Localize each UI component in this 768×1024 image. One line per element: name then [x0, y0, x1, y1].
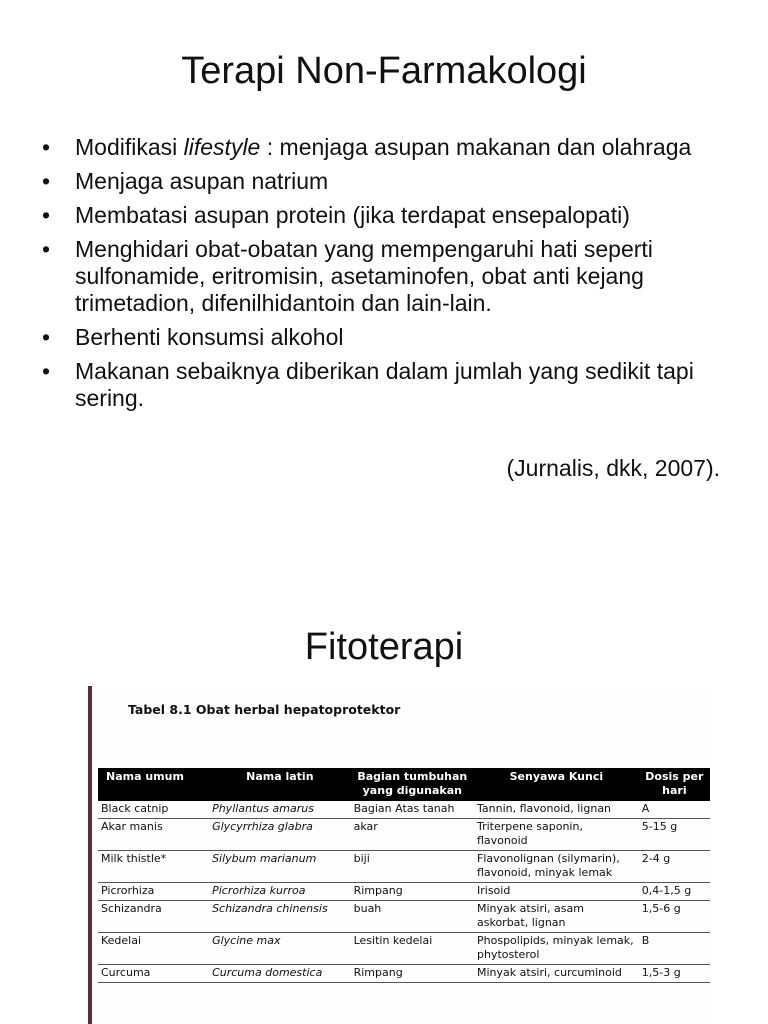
table-row: [98, 933, 710, 965]
table-cell: A: [639, 801, 710, 819]
table-cell: buah: [351, 901, 474, 933]
table-row: [98, 851, 710, 883]
column-header: Nama latin: [209, 768, 351, 801]
bullet-item: • Makanan sebaiknya diberikan dalam jumlah yang sedikit tapi sering.: [42, 358, 694, 411]
bullet-icon: •: [42, 202, 51, 228]
bullet-icon: •: [42, 324, 51, 350]
slide-fitoterapi: [0, 600, 768, 1024]
table-cell: Tannin, flavonoid, lignan: [474, 801, 639, 819]
slide-non-farmakologi: [0, 0, 768, 500]
table-row: [98, 965, 710, 983]
table-cell: Kedelai: [98, 933, 209, 965]
table-cell: Curcuma domestica: [209, 965, 351, 983]
table-cell: Rimpang: [351, 883, 474, 901]
herbal-table-figure: [88, 686, 714, 1024]
table-cell: Black catnip: [98, 801, 209, 819]
table-cell: Phospolipids, minyak lemak, phytosterol: [474, 933, 639, 965]
table-cell: Flavonolignan (silymarin), flavonoid, minyak lemak: [474, 851, 639, 883]
column-header: Nama umum: [98, 768, 209, 801]
table-cell: Minyak atsiri, curcuminoid: [474, 965, 639, 983]
bullet-icon: •: [42, 358, 51, 384]
table-row: [98, 883, 710, 901]
table-cell: 1,5-3 g: [639, 965, 710, 983]
table-cell: B: [639, 933, 710, 965]
citation: (Jurnalis, dkk, 2007).: [506, 455, 720, 481]
table-cell: 1,5-6 g: [639, 901, 710, 933]
table-cell: Silybum marianum: [209, 851, 351, 883]
column-header: Bagian tumbuhan yang digunakan: [351, 768, 474, 801]
table-cell: 2-4 g: [639, 851, 710, 883]
column-header: Senyawa Kunci: [474, 768, 639, 801]
bullet-icon: •: [42, 168, 51, 194]
slide-title: Fitoterapi: [304, 626, 464, 668]
table-cell: Rimpang: [351, 965, 474, 983]
table-cell: akar: [351, 819, 474, 851]
table-cell: Picrorhiza kurroa: [209, 883, 351, 901]
table-cell: Milk thistle*: [98, 851, 209, 883]
bullet-item: • Menjaga asupan natrium: [42, 168, 329, 194]
bullet-item: • Berhenti konsumsi alkohol: [42, 324, 344, 350]
bullet-icon: •: [42, 134, 51, 160]
table-cell: Glycyrrhiza glabra: [209, 819, 351, 851]
table-cell: Picrorhiza: [98, 883, 209, 901]
table-header-row: [98, 768, 710, 801]
table-cell: Minyak atsiri, asam askorbat, lignan: [474, 901, 639, 933]
table-cell: Schizandra: [98, 901, 209, 933]
table-cell: biji: [351, 851, 474, 883]
table-cell: Irisoid: [474, 883, 639, 901]
bullet-icon: •: [42, 236, 51, 262]
bullet-item: • Modifikasi lifestyle : menjaga asupan makanan dan olahraga: [42, 134, 692, 160]
herbal-table: [98, 768, 710, 983]
table-cell: Triterpene saponin, flavonoid: [474, 819, 639, 851]
table-row: [98, 801, 710, 819]
table-cell: Akar manis: [98, 819, 209, 851]
table-cell: Curcuma: [98, 965, 209, 983]
table-row: [98, 819, 710, 851]
table-caption: Tabel 8.1 Obat herbal hepatoprotektor: [128, 702, 401, 717]
bullet-item: • Menghidari obat-obatan yang mempengaruhi hati seperti sulfonamide, eritromisin, asetaminofen, obat anti kejang trimetadion, difenilhidantoin dan lain-lain.: [42, 236, 653, 316]
bullet-list: [42, 134, 732, 419]
table-cell: Glycine max: [209, 933, 351, 965]
table-row: [98, 901, 710, 933]
table-cell: Bagian Atas tanah: [351, 801, 474, 819]
slide-title: Terapi Non-Farmakologi: [181, 50, 587, 92]
table-cell: Phyllantus amarus: [209, 801, 351, 819]
bullet-item: • Membatasi asupan protein (jika terdapat ensepalopati): [42, 202, 630, 228]
table-cell: Lesitin kedelai: [351, 933, 474, 965]
table-cell: 5-15 g: [639, 819, 710, 851]
table-cell: Schizandra chinensis: [209, 901, 351, 933]
table-cell: 0,4-1,5 g: [639, 883, 710, 901]
column-header: Dosis per hari: [639, 768, 710, 801]
